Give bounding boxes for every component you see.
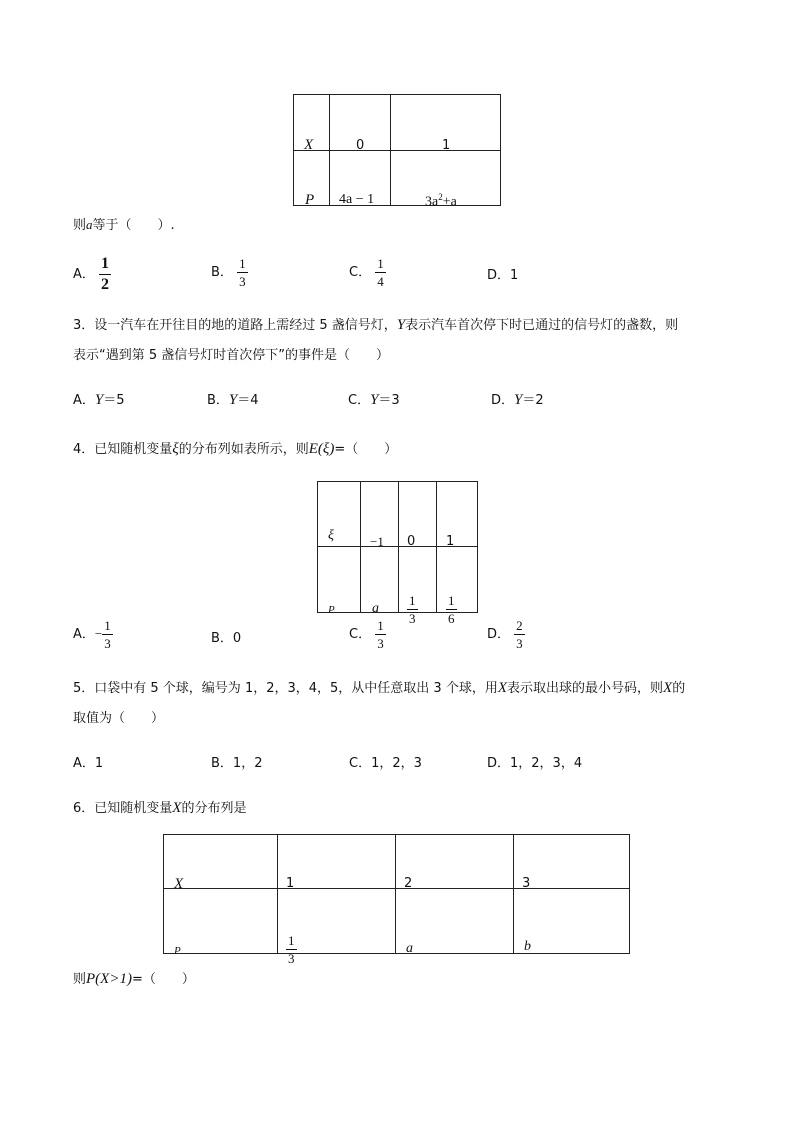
q2-option-b-fraction	[237, 257, 248, 288]
q4-c-num: 1	[377, 618, 384, 633]
q5-c-val: 1，2，3	[371, 756, 422, 771]
q6-table-header-x	[164, 835, 278, 892]
q4-line-mid: 的分布列如表所示，则	[178, 442, 309, 457]
q2-question-line	[73, 214, 175, 233]
q6-r2-num: 1	[288, 933, 295, 948]
q5-option-b[interactable]	[211, 752, 262, 771]
q3-line1-post: 表示汽车首次停下时已通过的信号灯的盏数，则	[405, 318, 679, 333]
q6-last-expr: P(X>1)	[86, 971, 132, 987]
q4-d-label: D．	[487, 627, 511, 642]
q5-b-val: 1，2	[232, 756, 263, 771]
q2-r3-tail: +a	[442, 194, 457, 210]
q4-a-fraction	[102, 619, 113, 650]
q2-option-b-label: B．	[211, 265, 233, 280]
q6-h3: 2	[404, 875, 413, 891]
q6-line-pre: 6．已知随机变量	[73, 801, 173, 816]
q4-table-header-0	[399, 482, 437, 547]
q2-a-num: 1	[101, 255, 110, 272]
q2-table-row-p	[294, 151, 330, 206]
q5-option-c[interactable]	[349, 752, 422, 771]
q6-r3: a	[406, 941, 413, 956]
q4-r4-num: 1	[448, 592, 455, 608]
q2-r3-expr	[425, 192, 457, 211]
q2-h2: 0	[356, 137, 365, 153]
q2-option-a[interactable]	[73, 256, 111, 293]
q3-b-val: ＝4	[237, 393, 259, 408]
q2-c-den: 4	[377, 274, 384, 289]
q6-h1: X	[174, 875, 184, 892]
q2-line-var: a	[86, 217, 93, 232]
q4-table-header-1	[437, 482, 478, 547]
q2-line-post: 等于（ ）.	[92, 218, 175, 233]
q2-table-cell-3a2a	[391, 151, 501, 210]
q5-question-line-1	[73, 677, 685, 697]
q5-d-val: 1，2，3，4	[510, 756, 583, 771]
q2-option-c[interactable]	[349, 257, 386, 288]
q3-d-var: Y	[514, 392, 523, 408]
q2-option-d[interactable]	[487, 264, 518, 283]
q4-h1: ξ	[328, 528, 334, 543]
q4-table-cell-1-3	[399, 547, 437, 626]
q6-line-var: X	[172, 800, 182, 816]
q4-h4: 1	[446, 534, 455, 549]
q2-table-header-1	[391, 95, 501, 151]
q4-line-e: E(ξ)	[308, 441, 335, 457]
q2-b-den: 3	[239, 274, 246, 289]
q3-c-label: C．	[348, 393, 371, 408]
q3-option-b[interactable]	[207, 389, 259, 409]
q4-option-a[interactable]	[73, 619, 113, 650]
q3-d-label: D．	[491, 393, 515, 408]
q4-a-den: 3	[104, 636, 111, 651]
q3-option-a[interactable]	[73, 389, 125, 409]
q4-line-var: ξ	[172, 441, 179, 457]
q4-table-header-neg1	[361, 482, 399, 547]
q4-r3-fraction	[407, 594, 418, 625]
q4-question-line	[73, 438, 397, 458]
q6-table-cell-b	[514, 889, 630, 954]
q4-d-num: 2	[516, 618, 523, 633]
q5-d-label: D．	[487, 756, 511, 771]
q3-b-label: B．	[207, 393, 229, 408]
q3-question-line-1	[73, 314, 678, 334]
q6-last-pre: 则	[73, 972, 87, 987]
q6-last-post: =（ ）	[131, 972, 195, 987]
q2-option-a-label: A．	[73, 267, 95, 282]
q6-distribution-table	[163, 834, 630, 966]
q6-table-header-1	[278, 835, 396, 889]
q4-c-label: C．	[349, 627, 372, 642]
q4-option-c[interactable]	[349, 619, 386, 650]
q3-question-line-2	[73, 344, 389, 363]
q4-r4-den: 6	[448, 610, 455, 626]
q5-option-d[interactable]	[487, 752, 582, 771]
q6-table-cell-1-3	[278, 889, 396, 966]
q4-h3: 0	[407, 534, 416, 549]
q4-b-val: 0	[232, 631, 242, 646]
q2-b-num: 1	[239, 256, 246, 271]
q6-table-header-2	[396, 835, 514, 889]
q4-option-b[interactable]	[211, 627, 241, 646]
q3-a-val: ＝5	[103, 393, 125, 408]
q3-b-var: Y	[228, 392, 238, 408]
q5-c-label: C．	[349, 756, 372, 771]
q5-a-label: A．	[73, 756, 95, 771]
q6-r1: P	[174, 945, 181, 957]
q4-c-den: 3	[377, 636, 384, 651]
q6-table-row-p	[164, 889, 278, 957]
q4-d-fraction	[514, 619, 525, 650]
q2-r3-base: 3a	[425, 194, 439, 210]
q6-line-post: 的分布列是	[181, 801, 247, 816]
q3-line2: 表示“遇到第 5 盏信号灯时首次停下”的事件是（ ）	[73, 348, 390, 363]
q4-a-sign: −	[94, 626, 103, 641]
q6-r2-fraction	[286, 934, 297, 965]
q6-table-header-3	[514, 835, 630, 889]
q2-table-header-0	[330, 95, 391, 151]
q5-line1-post: 的	[672, 681, 686, 696]
q2-a-den: 2	[101, 276, 110, 293]
q2-option-a-fraction	[99, 256, 111, 293]
q5-line1-pre: 5．口袋中有 5 个球，编号为 1，2，3，4，5，从中任意取出 3 个球，用	[73, 681, 498, 696]
q5-line1-var2: X	[663, 680, 673, 696]
q4-h2: −1	[370, 534, 384, 549]
q4-line-pre: 4．已知随机变量	[73, 442, 173, 457]
q4-r4-fraction	[446, 594, 457, 625]
q3-a-var: Y	[94, 392, 104, 408]
q5-a-val: 1	[94, 756, 104, 771]
q4-r1: P	[328, 603, 335, 616]
q2-r1: P	[305, 192, 315, 208]
q2-option-d-label: D．	[487, 268, 511, 283]
q4-table-cell-1-6	[437, 547, 478, 626]
q6-h4: 3	[522, 875, 531, 891]
q3-line1-pre: 3．设一汽车在开往目的地的道路上需经过 5 盏信号灯，	[73, 318, 397, 333]
q2-table-cell-4a-1	[330, 151, 391, 206]
q5-question-line-2	[73, 707, 164, 726]
q2-option-c-label: C．	[349, 265, 372, 280]
q4-d-den: 3	[516, 636, 523, 651]
q5-option-a[interactable]	[73, 752, 103, 771]
q4-r3-den: 3	[409, 610, 416, 626]
q4-table-cell-a	[361, 547, 399, 616]
q5-line2: 取值为（ ）	[73, 711, 165, 726]
q2-h3: 1	[442, 137, 451, 153]
q6-r4: b	[524, 939, 531, 954]
q3-option-d[interactable]	[491, 389, 544, 409]
q2-table-header-x	[294, 95, 330, 151]
q3-option-c[interactable]	[348, 389, 400, 409]
q4-distribution-table	[317, 481, 478, 626]
q4-c-fraction	[375, 619, 386, 650]
q4-r2: a	[372, 600, 379, 616]
q5-line1-mid: 表示取出球的最小号码，则	[507, 681, 664, 696]
q2-distribution-table	[293, 94, 501, 210]
q3-d-val: ＝2	[522, 393, 544, 408]
q4-a-num: 1	[104, 618, 111, 633]
q4-b-label: B．	[211, 631, 233, 646]
q3-a-label: A．	[73, 393, 95, 408]
q4-a-label: A．	[73, 627, 95, 642]
q6-h2: 1	[286, 875, 295, 891]
q2-h1: X	[304, 136, 314, 153]
q2-r3-exp: 2	[438, 192, 443, 202]
q4-r3-num: 1	[409, 592, 416, 608]
q2-c-num: 1	[377, 256, 384, 271]
q2-option-b[interactable]	[211, 257, 248, 288]
q3-c-var: Y	[370, 392, 379, 408]
q6-r2-den: 3	[288, 951, 295, 966]
q6-question-line	[73, 797, 246, 817]
q6-last-line	[73, 968, 195, 988]
q2-option-d-value: 1	[510, 268, 519, 283]
q6-table-cell-a	[396, 889, 514, 954]
q3-line1-var: Y	[396, 317, 406, 333]
q3-c-val: ＝3	[378, 393, 400, 408]
q2-r2: 4a − 1	[339, 192, 375, 207]
q4-table-header-xi	[318, 482, 361, 547]
q5-b-label: B．	[211, 756, 233, 771]
q2-line-pre: 则	[73, 218, 87, 233]
q4-line-post: =（ ）	[334, 442, 398, 457]
q4-table-row-p	[318, 547, 361, 616]
q2-option-c-fraction	[375, 257, 386, 288]
q4-option-d[interactable]	[487, 619, 525, 650]
q5-line1-var: X	[497, 680, 508, 696]
